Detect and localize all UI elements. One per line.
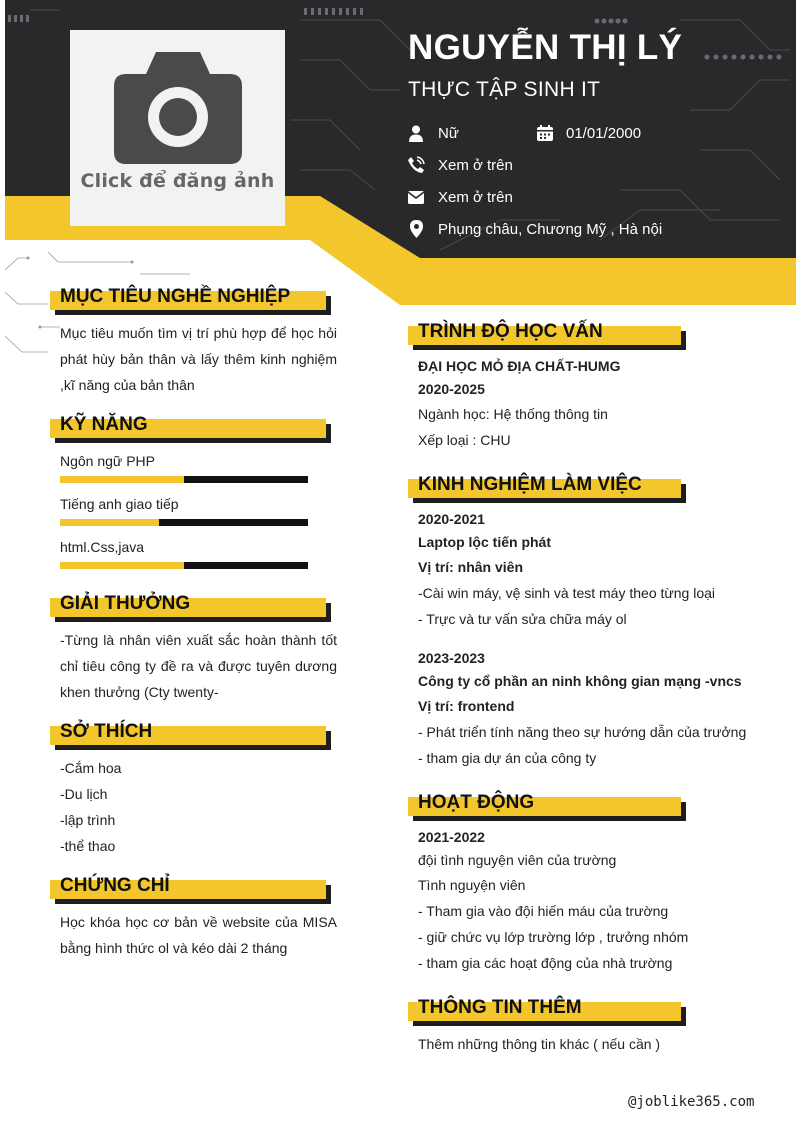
- education-school: ĐẠI HỌC MỎ ĐỊA CHẤT-HUMG: [418, 358, 621, 374]
- more-info-text: Thêm những thông tin khác ( nếu cần ): [418, 1036, 661, 1052]
- skill-bar: [60, 476, 308, 483]
- activity-item: - tham gia các hoạt động của nhà trường: [418, 955, 673, 971]
- gender-value: Nữ: [438, 124, 459, 142]
- job-position: Vị trí: nhân viên: [418, 559, 524, 575]
- envelope-icon: [406, 187, 426, 207]
- hobby-item: -Cắm hoa: [60, 760, 122, 776]
- activity-item: - giữ chức vụ lớp trường lớp , trưởng nhóm: [418, 929, 689, 945]
- photo-upload-label: Click để đăng ảnh: [80, 170, 275, 192]
- skill-label: html.Css,java: [60, 539, 145, 555]
- skill-bar: [60, 519, 308, 526]
- phone-row: [406, 155, 513, 175]
- address-row: [406, 219, 662, 239]
- activity-role: Tình nguyện viên: [418, 877, 526, 893]
- job-company: Laptop lộc tiến phát: [418, 534, 551, 550]
- job-duty: - tham gia dự án của công ty: [418, 750, 597, 766]
- skill-bar: [60, 562, 308, 569]
- dob-row: [535, 123, 641, 143]
- candidate-title: THỰC TẬP SINH IT: [408, 78, 601, 101]
- address-value: Phụng châu, Chương Mỹ , Hà nội: [438, 220, 663, 238]
- education-grade: Xếp loại : CHU: [418, 432, 511, 448]
- job-years: 2023-2023: [418, 650, 485, 666]
- phone-value: Xem ở trên: [438, 156, 513, 174]
- job-duty: -Cài win máy, vệ sinh và test máy theo từng loại: [418, 585, 716, 601]
- email-row: [406, 187, 513, 207]
- hobby-item: -Du lịch: [60, 786, 108, 802]
- hobby-item: -thể thao: [60, 838, 116, 854]
- skill-label: Ngôn ngữ PHP: [60, 453, 155, 469]
- calendar-icon: [535, 123, 555, 143]
- photo-upload-area[interactable]: [70, 30, 285, 226]
- job-position: Vị trí: frontend: [418, 698, 515, 714]
- gender-row: [406, 123, 459, 143]
- hobby-item: -lập trình: [60, 812, 116, 828]
- email-value: Xem ở trên: [438, 188, 513, 206]
- phone-icon: [406, 155, 426, 175]
- job-years: 2020-2021: [418, 511, 485, 527]
- location-pin-icon: [406, 219, 426, 239]
- awards-text: -Từng là nhân viên xuất sắc hoàn thành tốt chỉ tiêu công ty đề ra và được tuyên dương khen thưởng (Cty twenty-: [60, 632, 337, 700]
- skill-label: Tiếng anh giao tiếp: [60, 496, 179, 512]
- activity-org: đội tình nguyện viên của trường: [418, 852, 617, 868]
- job-duty: - Trực và tư vấn sửa chữa máy ol: [418, 611, 627, 627]
- education-years: 2020-2025: [418, 381, 485, 397]
- job-company: Công ty cổ phần an ninh không gian mạng -vncs: [418, 673, 742, 689]
- job-duty: - Phát triển tính năng theo sự hướng dẫn của trưởng: [418, 724, 747, 740]
- activity-years: 2021-2022: [418, 829, 485, 845]
- dob-value: 01/01/2000: [566, 124, 642, 142]
- person-icon: [406, 123, 426, 143]
- certificates-text: Học khóa học cơ bản về website của MISA bằng hình thức ol và kéo dài 2 tháng: [60, 914, 337, 956]
- activity-item: - Tham gia vào đội hiến máu của trường: [418, 903, 669, 919]
- watermark: @joblike365.com: [628, 1094, 755, 1110]
- objective-text: Mục tiêu muốn tìm vị trí phù hợp để học hỏi phát hùy bản thân và lấy thêm kinh nghiệm ,kĩ năng của bản thân: [60, 325, 337, 393]
- candidate-name: NGUYỄN THỊ LÝ: [408, 28, 683, 67]
- education-major: Ngành học: Hệ thống thông tin: [418, 406, 608, 422]
- camera-icon: [114, 52, 242, 164]
